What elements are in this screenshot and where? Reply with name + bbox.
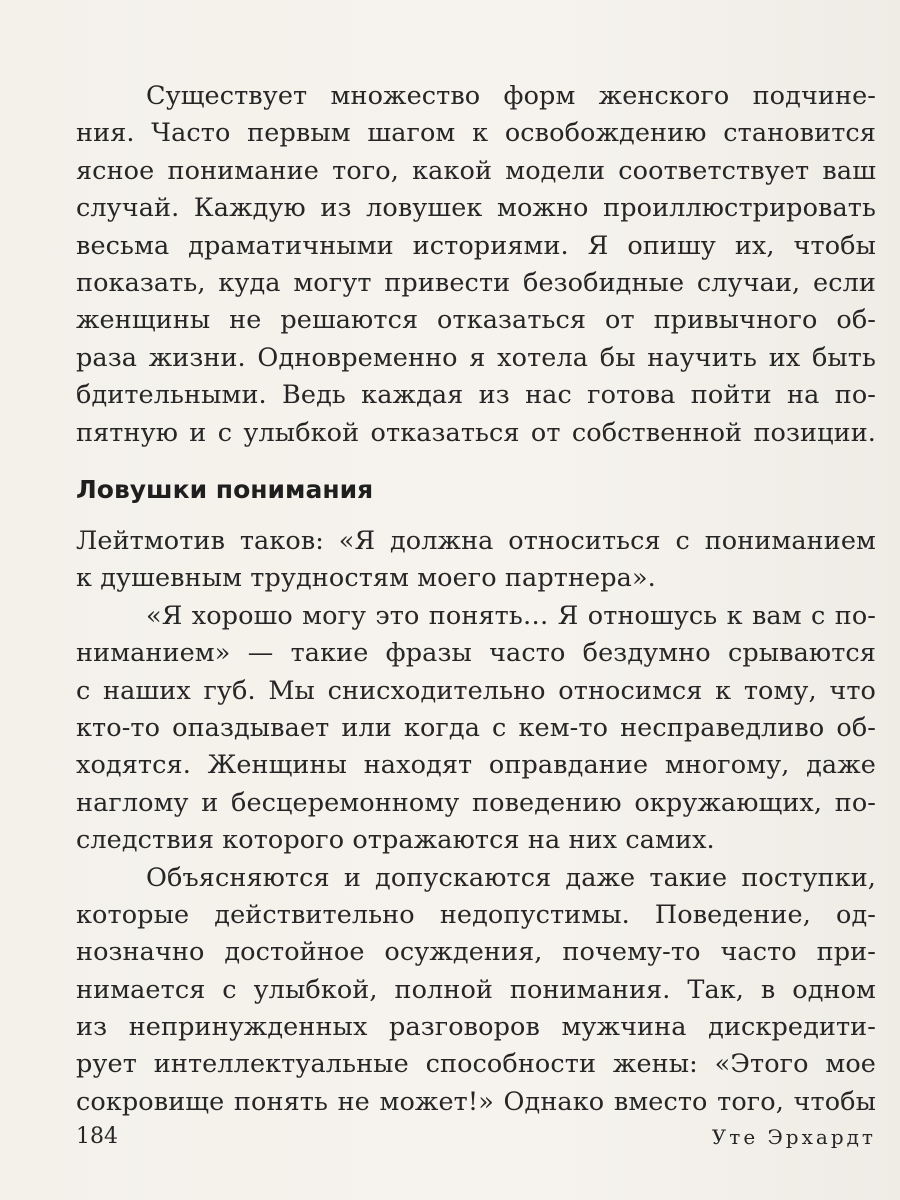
text-line: ния. Часто первым шагом к освобождению становится (76, 118, 876, 149)
text-line: следствия которого отражаются на них самих. (76, 825, 715, 856)
text-line: сокровище понять не может!» Однако вместо того, чтобы (76, 1086, 876, 1117)
text-line: из непринужденных разговоров мужчина дискредити- (76, 1012, 876, 1043)
text-line: нимается с улыбкой, полной понимания. Так, в одном (76, 974, 876, 1005)
text-line: рует интеллектуальные способности жены: «Этого мое (76, 1049, 876, 1080)
paragraph-intro (76, 78, 876, 452)
text-line: наглому и бесцеремонному поведению окружающих, по- (76, 787, 876, 818)
text-line: пятную и с улыбкой отказаться от собственной позиции. (76, 417, 876, 448)
text-line: нозначно достойное осуждения, почему-то часто при- (76, 937, 876, 968)
text-line: к душевным трудностям моего партнера». (76, 563, 656, 594)
text-line: раза жизни. Одновременно я хотела бы научить их быть (76, 342, 876, 373)
text-line: ходятся. Женщины находят оправдание многому, даже (76, 750, 876, 781)
page-number: 184 (76, 1124, 118, 1149)
text-line: ниманием» — такие фразы часто бездумно срываются (76, 638, 876, 669)
section-body (76, 523, 876, 1121)
text-line: случай. Каждую из ловушек можно проиллюстрировать (76, 193, 876, 224)
text-line: кто-то опаздывает или когда с кем-то несправедливо об- (76, 712, 876, 743)
text-line: бдительными. Ведь каждая из нас готова пойти на по- (76, 380, 876, 411)
text-line: показать, куда могут привести безобидные случаи, если (76, 267, 876, 298)
text-line: весьма драматичными историями. Я опишу их, чтобы (76, 230, 876, 261)
text-line: с наших губ. Мы снисходительно относимся к тому, что (76, 675, 876, 706)
running-footer-author: Уте Эрхардт (711, 1125, 876, 1149)
text-line: Лейтмотив таков: «Я должна относиться с пониманием (76, 526, 876, 556)
section-heading: Ловушки понимания (76, 475, 374, 504)
text-line: которые действительно недопустимы. Поведение, од- (76, 899, 876, 930)
text-line: ясное понимание того, какой модели соответствует ваш (76, 155, 876, 186)
text-line: Объясняются и допускаются даже такие поступки, (146, 862, 876, 893)
text-line: «Я хорошо могу это понять… Я отношусь к вам с по- (146, 600, 876, 631)
text-line: женщины не решаются отказаться от привычного об- (76, 305, 876, 336)
text-line: Существует множество форм женского подчине- (146, 81, 876, 111)
